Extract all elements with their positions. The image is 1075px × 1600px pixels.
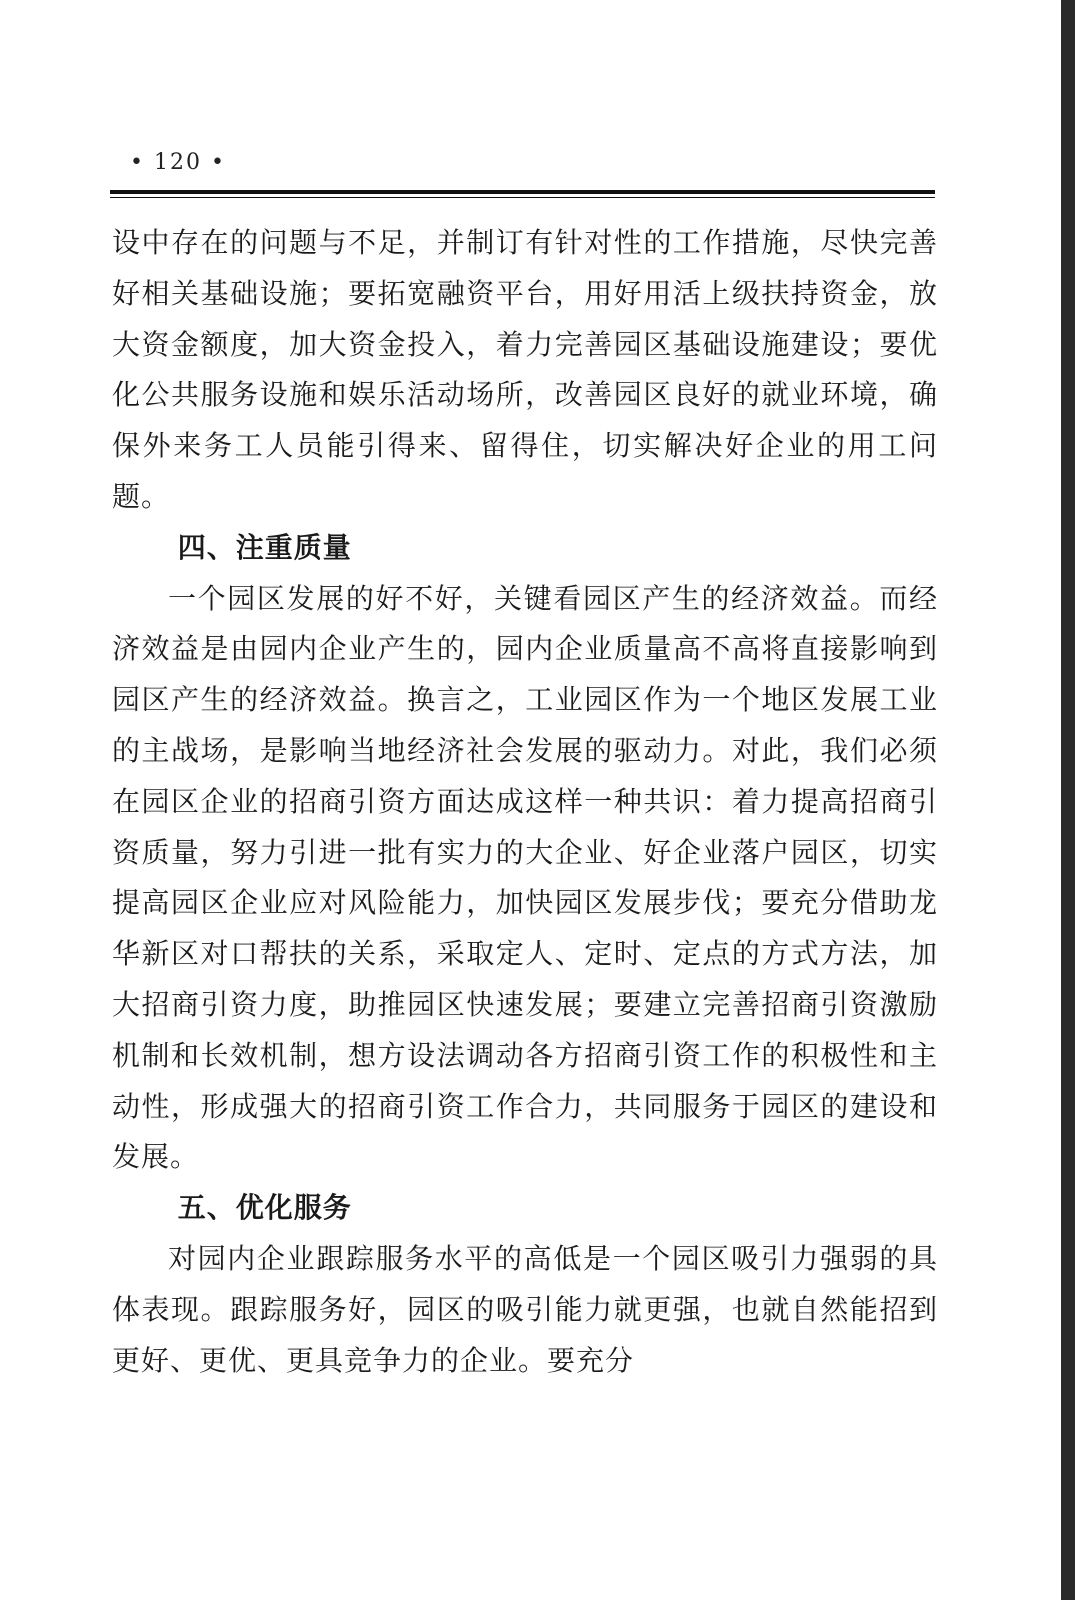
header-rule-thin <box>110 197 935 198</box>
body-text <box>112 218 938 1386</box>
page-edge-shadow <box>1061 0 1075 1600</box>
paragraph-quality: 一个园区发展的好不好，关键看园区产生的经济效益。而经济效益是由园内企业产生的，园内企业质量高不高将直接影响到园区产生的经济效益。换言之，工业园区作为一个地区发展工业的主战场，是影响当地经济社会发展的驱动力。对此，我们必须在园区企业的招商引资方面达成这样一种共识：着力提高招商引资质量，努力引进一批有实力的大企业、好企业落户园区，切实提高园区企业应对风险能力，加快园区发展步伐；要充分借助龙华新区对口帮扶的关系，采取定人、定时、定点的方式方法，加大招商引资力度，助推园区快速发展；要建立完善招商引资激励机制和长效机制，想方设法调动各方招商引资工作的积极性和主动性，形成强大的招商引资工作合力，共同服务于园区的建设和发展。 <box>112 581 938 1174</box>
paragraph-continued: 设中存在的问题与不足，并制订有针对性的工作措施，尽快完善好相关基础设施；要拓宽融资平台，用好用活上级扶持资金，放大资金额度，加大资金投入，着力完善园区基础设施建设；要优化公共服务设施和娱乐活动场所，改善园区良好的就业环境，确保外来务工人员能引得来、留得住，切实解决好企业的用工问题。 <box>112 226 938 513</box>
section-heading-5: 五、优化服务 <box>177 1191 352 1225</box>
page-number: • 120 • <box>130 150 226 175</box>
section-heading-4: 四、注重质量 <box>177 530 352 564</box>
header-rule-thick <box>110 190 935 194</box>
paragraph-service: 对园内企业跟踪服务水平的高低是一个园区吸引力强弱的具体表现。跟踪服务好，园区的吸引能力就更强，也就自然能招到更好、更优、更具竞争力的企业。要充分 <box>112 1241 938 1377</box>
